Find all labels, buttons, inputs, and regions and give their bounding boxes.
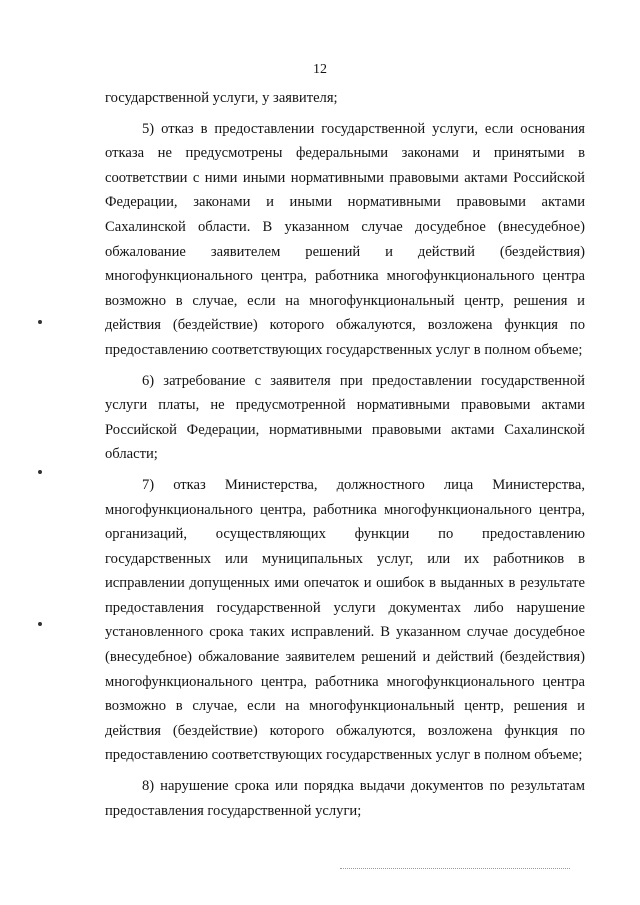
paragraph-item-5: 5) отказ в предоставлении государственной услуги, если основания отказа не предусмотрены федеральными законами и принятыми в соответствии с ними иными нормативными правовыми актами Российской Федерации, законами и иными нормативными правовыми актами Сахалинской области. В указанном случае досудебное (внесудебное) обжалование заявителем решений и действий (бездействия) многофункционального центра, работника многофункционального центра возможно в случае, если на многофункциональный центр, решения и действия (бездействие) которого обжалуются, возложена функция по предоставлению соответствующих государственных услуг в полном объеме; xyxy=(105,120,585,358)
punch-hole-mark xyxy=(38,470,42,474)
paragraph-item-6: 6) затребование с заявителя при предоставлении государственной услуги платы, не предусмотренной нормативными правовыми актами Российской Федерации, нормативными правовыми актами Сахалинской области; xyxy=(105,372,585,463)
scan-artifact-line xyxy=(340,868,570,869)
paragraph-continuation: государственной услуги, у заявителя; xyxy=(105,90,338,106)
punch-hole-mark xyxy=(38,320,42,324)
page-number: 12 xyxy=(313,62,327,77)
paragraph-item-7: 7) отказ Министерства, должностного лица Министерства, многофункционального центра, работника многофункционального центра, организаций, осуществляющих функции по предоставлению государственных или муниципальных услуг, или их работников в исправлении допущенных ими опечаток и ошибок в выданных в результате предоставления государственной услуги документах либо нарушение установленного срока таких исправлений. В указанном случае досудебное (внесудебное) обжалование заявителем решений и действий (бездействия) многофункционального центра, работника многофункционального центра возможно в случае, если на многофункциональный центр, решения и действия (бездействие) которого обжалуются, возложена функция по предоставлению соответствующих государственных услуг в полном объеме; xyxy=(105,476,585,764)
document-body xyxy=(105,86,585,823)
paragraph-item-8: 8) нарушение срока или порядка выдачи документов по результатам предоставления государственной услуги; xyxy=(105,778,585,819)
punch-hole-mark xyxy=(38,622,42,626)
